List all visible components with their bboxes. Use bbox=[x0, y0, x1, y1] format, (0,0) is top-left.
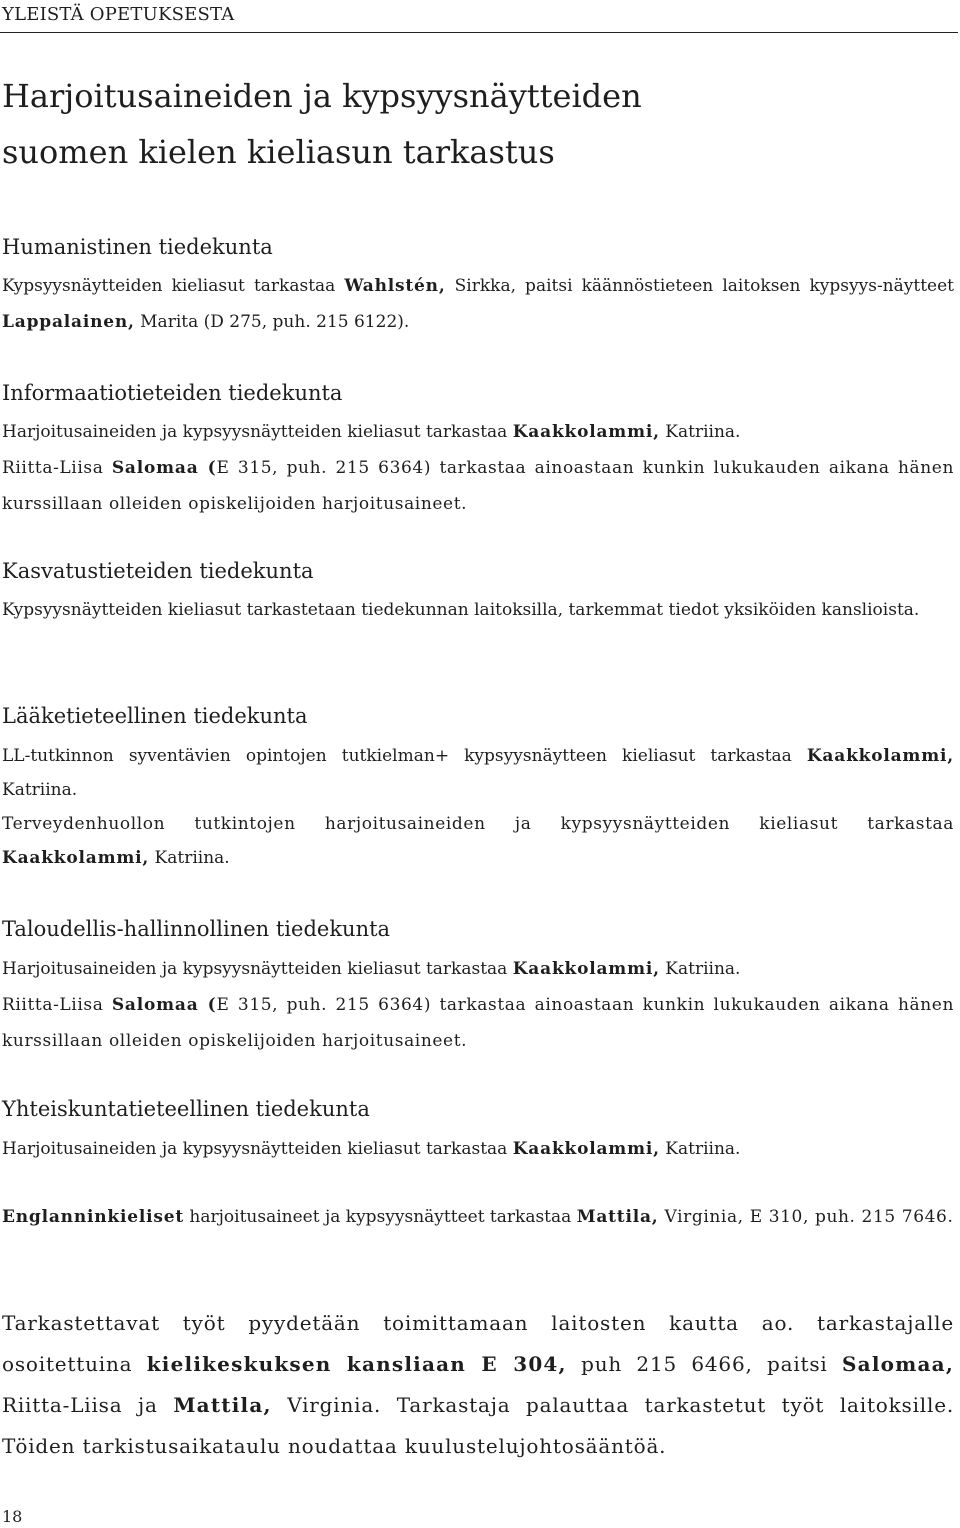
bold-name: Mattila, bbox=[576, 1207, 659, 1227]
text-run: Sirkka, paitsi käännöstieteen laitoksen kypsyys-näytteet bbox=[445, 276, 954, 296]
text-run: Marita (D 275, puh. 215 6122). bbox=[134, 312, 410, 332]
bold-name: Wahlstén, bbox=[344, 276, 446, 296]
section-text-humanistinen bbox=[2, 268, 954, 340]
text-run: puh 215 6466, paitsi bbox=[566, 1352, 843, 1376]
title-line-2: suomen kielen kieliasun tarkastus bbox=[2, 133, 555, 171]
bold-name: Kaakkolammi, bbox=[512, 422, 660, 442]
text-run: harjoitusaineet ja kypsyysnäytteet tarkastaa bbox=[184, 1207, 577, 1227]
bold-term: Englanninkieliset bbox=[2, 1207, 185, 1227]
section-text-kasvatustieteiden: Kypsyysnäytteiden kieliasut tarkastetaan tiedekunnan laitoksilla, tarkemmat tiedot yksiköiden kanslioista. bbox=[2, 600, 920, 620]
bold-office: kielikeskuksen kansliaan E 304, bbox=[146, 1352, 567, 1376]
page-number: 18 bbox=[2, 1507, 23, 1526]
text-run: Harjoitusaineiden ja kypsyysnäytteiden kieliasut tarkastaa bbox=[2, 959, 513, 979]
bold-name: Kaakkolammi, bbox=[512, 1139, 660, 1159]
text-run: Kypsyysnäytteiden kieliasut tarkastaa bbox=[2, 276, 345, 296]
section-text-laaketieteellinen bbox=[2, 739, 954, 875]
text-run: E 315, puh. 215 6364) tarkastaa ainoastaan kunkin lukukauden aikana hänen kurssillaan olleiden opiskelijoiden harjoitusaineet. bbox=[2, 458, 954, 514]
bold-name: Kaakkolammi, bbox=[512, 959, 660, 979]
text-run: Riitta-Liisa bbox=[2, 995, 112, 1015]
bold-name: Kaakkolammi, bbox=[2, 848, 150, 868]
bold-name: Kaakkolammi, bbox=[806, 746, 954, 766]
english-texts-note bbox=[2, 1199, 954, 1235]
text-run: Tarkastettavat työt pyydetään toimittamaan laitosten kautta ao. tarkastajalle osoitettuina bbox=[2, 1311, 954, 1376]
section-heading-humanistinen: Humanistinen tiedekunta bbox=[2, 235, 273, 259]
section-heading-informaatiotieteiden: Informaatiotieteiden tiedekunta bbox=[2, 381, 343, 405]
text-run: Katriina. bbox=[149, 848, 230, 868]
section-text-taloudellis-hallinnollinen bbox=[2, 951, 954, 1059]
header-rule bbox=[0, 32, 958, 33]
text-run: Katriina. bbox=[659, 959, 741, 979]
bold-name: Mattila, bbox=[173, 1393, 272, 1417]
text-run: Riitta-Liisa ja bbox=[2, 1393, 174, 1417]
text-run: Harjoitusaineiden ja kypsyysnäytteiden kieliasut tarkastaa bbox=[2, 422, 513, 442]
submission-instructions bbox=[2, 1303, 954, 1467]
bold-name: Salomaa, bbox=[842, 1352, 954, 1376]
document-title bbox=[2, 68, 942, 180]
section-heading-yhteiskuntatieteellinen: Yhteiskuntatieteellinen tiedekunta bbox=[2, 1097, 370, 1121]
text-run: Harjoitusaineiden ja kypsyysnäytteiden kieliasut tarkastaa bbox=[2, 1139, 513, 1159]
bold-name: Salomaa ( bbox=[111, 995, 217, 1015]
section-heading-taloudellis-hallinnollinen: Taloudellis-hallinnollinen tiedekunta bbox=[2, 917, 391, 941]
text-run: Virginia. Tarkastaja palauttaa tarkastetut työt laitoksille. Töiden tarkistusaikataulu noudattaa kuulustelujohtosääntöä. bbox=[2, 1393, 954, 1458]
text-run: Riitta-Liisa bbox=[2, 458, 112, 478]
section-heading-laaketieteellinen: Lääketieteellinen tiedekunta bbox=[2, 704, 308, 728]
title-line-1: Harjoitusaineiden ja kypsyysnäytteiden bbox=[2, 77, 642, 115]
text-run: Katriina. bbox=[2, 780, 78, 800]
text-run: Terveydenhuollon tutkintojen harjoitusaineiden ja kypsyysnäytteiden kieliasut tarkastaa bbox=[2, 814, 954, 834]
running-header: YLEISTÄ OPETUKSESTA bbox=[2, 4, 235, 25]
bold-name: Salomaa ( bbox=[111, 458, 217, 478]
section-text-informaatiotieteiden bbox=[2, 414, 954, 522]
text-run: LL-tutkinnon syventävien opintojen tutkielman+ kypsyysnäytteen kieliasut tarkastaa bbox=[2, 746, 807, 766]
bold-name: Lappalainen, bbox=[2, 312, 135, 332]
section-heading-kasvatustieteiden: Kasvatustieteiden tiedekunta bbox=[2, 559, 314, 583]
text-run: Katriina. bbox=[659, 1139, 741, 1159]
section-text-yhteiskuntatieteellinen bbox=[2, 1131, 954, 1167]
text-run: E 315, puh. 215 6364) tarkastaa ainoastaan kunkin lukukauden aikana hänen kurssillaan olleiden opiskelijoiden harjoitusaineet. bbox=[2, 995, 954, 1051]
text-run: Virginia, E 310, puh. 215 7646. bbox=[658, 1207, 954, 1227]
text-run: Katriina. bbox=[659, 422, 741, 442]
